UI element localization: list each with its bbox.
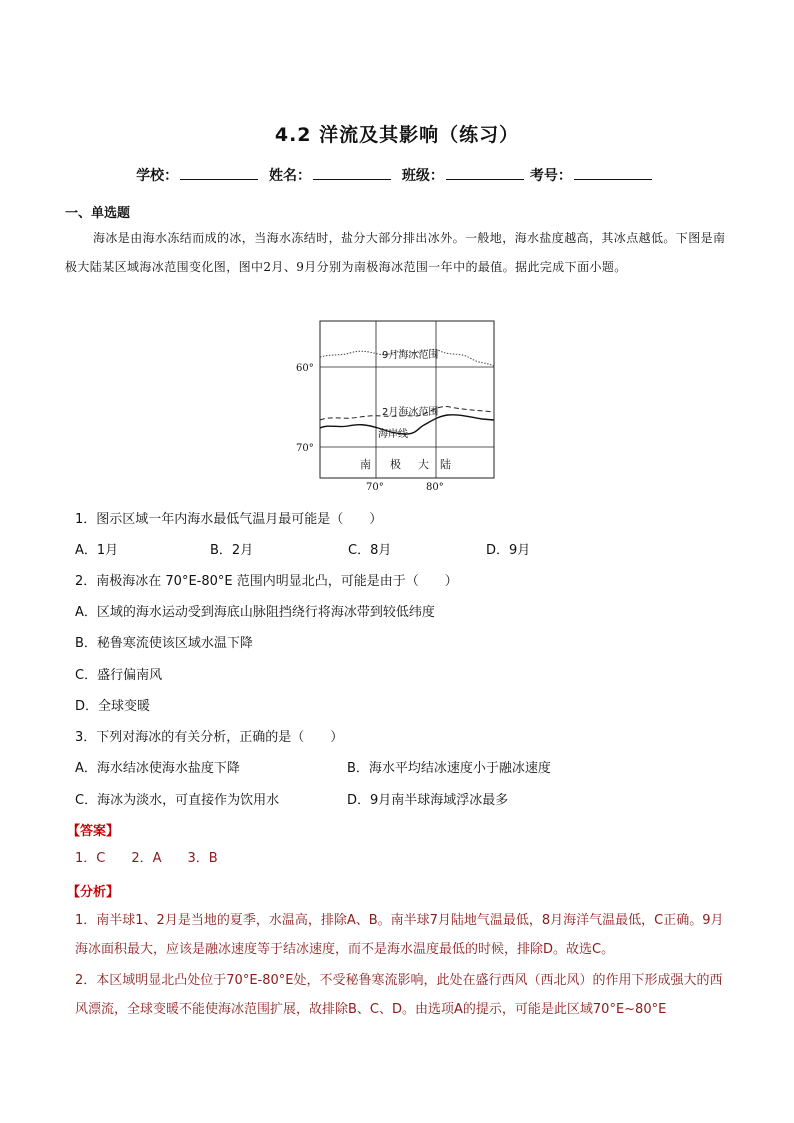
q3-option-a[interactable]: A．海水结冰使海水盐度下降 bbox=[75, 761, 240, 776]
lon-80-label: 80° bbox=[426, 482, 444, 493]
q1-option-c[interactable]: C．8月 bbox=[348, 543, 392, 558]
student-info-line bbox=[0, 165, 794, 185]
exam-number-blank[interactable] bbox=[574, 165, 652, 180]
february-ice-label: 2月海冰范围 bbox=[382, 407, 439, 418]
q2-option-d[interactable]: D．全球变暖 bbox=[75, 699, 151, 714]
antarctic-sea-ice-map bbox=[290, 318, 510, 498]
q3-option-d[interactable]: D．9月南半球海域浮冰最多 bbox=[347, 793, 509, 808]
question-3-stem: 3．下列对海冰的有关分析，正确的是（ ） bbox=[75, 730, 344, 745]
analysis-1: 1．南半球1、2月是当地的夏季，水温高，排除A、B。南半球7月陆地气温最低，8月海洋气温最低，C正确。9月海冰面积最大，应该是融冰速度等于结冰速度，而不是海水温度最低的时候，排除D。故选C。 bbox=[75, 913, 724, 957]
q1-option-a[interactable]: A．1月 bbox=[75, 543, 119, 558]
coastline-label: 海岸线 bbox=[378, 429, 408, 440]
class-label: 班级： bbox=[401, 168, 444, 184]
school-blank[interactable] bbox=[180, 165, 258, 180]
name-blank[interactable] bbox=[313, 165, 391, 180]
exam-number-label: 考号： bbox=[529, 168, 572, 184]
q1-option-d[interactable]: D．9月 bbox=[486, 543, 531, 558]
analysis-2: 2．本区域明显北凸处位于70°E-80°E处，不受秘鲁寒流影响，此处在盛行西风（西北风）的作用下形成强大的西风漂流，全球变暖不能使海冰范围扩展，故排除B、C、D。由选项A的提示，可能是此区域70°E~80°E bbox=[75, 973, 723, 1017]
page-title: 4.2 洋流及其影响（练习） bbox=[274, 124, 520, 146]
september-ice-label: 9月海冰范围 bbox=[382, 350, 439, 361]
continent-label-2: 极 bbox=[390, 458, 401, 471]
class-blank[interactable] bbox=[446, 165, 524, 180]
q2-option-b[interactable]: B．秘鲁寒流使该区域水温下降 bbox=[75, 636, 253, 651]
analysis-heading: 【分析】 bbox=[67, 885, 120, 900]
lat-70-label: 70° bbox=[296, 443, 314, 454]
reading-passage: 海冰是由海水冻结而成的冰，当海水冻结时，盐分大部分排出冰外。一般地，海水盐度越高，其冰点越低。下图是南极大陆某区域海冰范围变化图，图中2月、9月分别为南极海冰范围一年中的最值。据此完成下面小题。 bbox=[65, 231, 726, 274]
school-label: 学校： bbox=[136, 168, 179, 184]
q2-option-a[interactable]: A．区域的海水运动受到海底山脉阻挡绕行将海冰带到较低纬度 bbox=[75, 605, 435, 620]
name-label: 姓名： bbox=[269, 168, 311, 184]
lat-60-label: 60° bbox=[296, 363, 314, 374]
continent-label-4: 陆 bbox=[440, 458, 451, 471]
q2-option-c[interactable]: C．盛行偏南风 bbox=[75, 668, 163, 683]
continent-label-1: 南 bbox=[360, 458, 371, 471]
question-2-stem: 2．南极海冰在 70°E-80°E 范围内明显北凸，可能是由于（ ） bbox=[75, 574, 458, 589]
q3-option-c[interactable]: C．海冰为淡水，可直接作为饮用水 bbox=[75, 793, 280, 808]
question-1-stem: 1．图示区域一年内海水最低气温月最可能是（ ） bbox=[75, 512, 383, 527]
section-heading: 一、单选题 bbox=[65, 206, 131, 221]
continent-label-3: 大 bbox=[418, 458, 429, 471]
answer-keys: 1．C 2．A 3．B bbox=[75, 851, 218, 866]
q1-option-b[interactable]: B．2月 bbox=[210, 543, 254, 558]
answer-heading: 【答案】 bbox=[67, 824, 120, 839]
map-frame bbox=[320, 321, 494, 478]
lon-70-label: 70° bbox=[366, 482, 384, 493]
q3-option-b[interactable]: B．海水平均结冰速度小于融冰速度 bbox=[347, 761, 551, 776]
